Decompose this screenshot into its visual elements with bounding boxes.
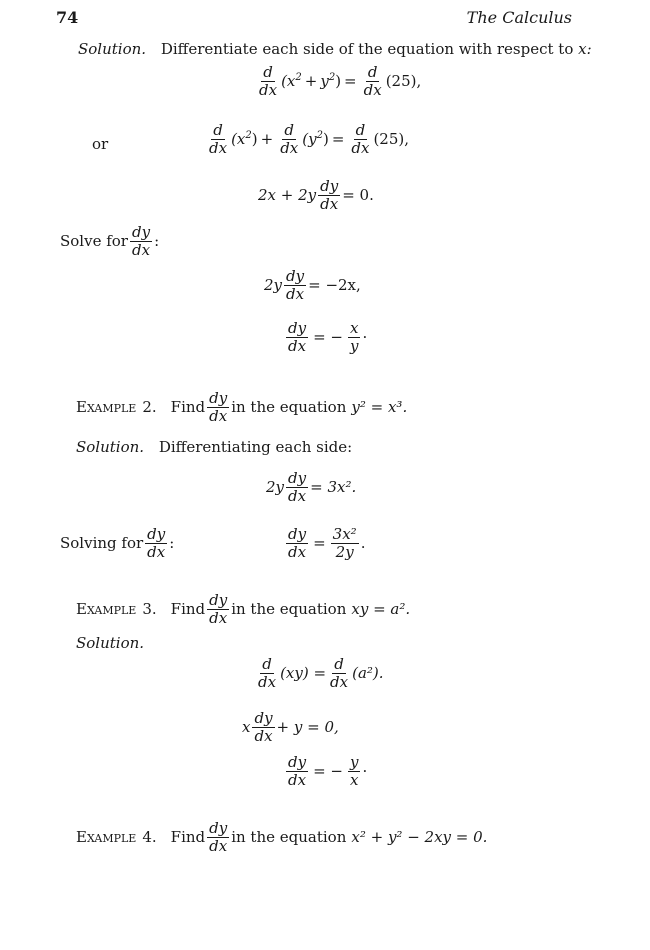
fraction-d-dx: $\frac{d}{dx}$: [280, 121, 299, 157]
fraction-dy-dx: $\frac{dy}{dx}$: [254, 709, 273, 745]
solution-label: Solution.: [78, 40, 147, 58]
solution-text: Differentiate each side of the equation with respect to: [160, 40, 574, 58]
fraction-dy-dx: $\frac{dy}{dx}$: [288, 319, 307, 355]
equation-ex3-3: $\frac{dy}{dx}$ = − $\frac{y}{x}$ ·: [288, 753, 368, 789]
equation-3: 2x + 2y $\frac{dy}{dx}$ = 0.: [258, 177, 374, 213]
fraction-dy-dx: $\frac{dy}{dx}$: [288, 469, 307, 505]
fraction-dy-dx: $\frac{dy}{dx}$: [209, 389, 228, 425]
solution-line: Solution. Differentiating each side:: [76, 438, 353, 456]
fraction-dy-dx: $\frac{dy}{dx}$: [286, 267, 305, 303]
equation-ex2-1: 2y $\frac{dy}{dx}$ = 3x².: [266, 469, 357, 505]
fraction-dy-dx: $\frac{dy}{dx}$: [288, 525, 307, 561]
running-title: The Calculus: [466, 8, 572, 27]
fraction-dy-dx: $\frac{dy}{dx}$: [209, 819, 228, 855]
solution-var: x:: [578, 40, 592, 58]
fraction-dy-dx: $\frac{dy}{dx}$: [131, 223, 151, 259]
example-3-heading: Example 3. Find $\frac{dy}{dx}$ in the equation xy = a².: [76, 591, 411, 627]
equation-1: $\frac{d}{dx}$ ($x^2$ + $y^2$ ) = $\frac{d}{dx}$ (25),: [259, 63, 422, 99]
fraction-d-dx: $\frac{d}{dx}$: [330, 655, 349, 691]
solving-for-line: Solving for $\frac{dy}{dx}$ :: [60, 525, 175, 561]
equation-2: $\frac{d}{dx}$ ($x^2$ ) + $\frac{d}{dx}$ ($y^2$ ) = $\frac{d}{dx}$ (25),: [209, 121, 410, 157]
fraction-d-dx: $\frac{d}{dx}$: [351, 121, 370, 157]
fraction-y-x: $\frac{y}{x}$: [349, 753, 359, 789]
solution-line: [78, 40, 592, 58]
equation-ex3-1: $\frac{d}{dx}$ (xy) = $\frac{d}{dx}$ (a²).: [258, 655, 384, 691]
fraction-dy-dx: $\frac{dy}{dx}$: [209, 591, 228, 627]
equation-4: 2y $\frac{dy}{dx}$ = −2x,: [264, 267, 361, 303]
solve-for-line: Solve for $\frac{dy}{dx}$ :: [60, 223, 160, 259]
fraction-d-dx: $\frac{d}{dx}$: [363, 63, 382, 99]
fraction-3x2-2y: $\frac{\text{3x²}}{2y}$: [332, 525, 357, 561]
fraction-d-dx: $\frac{d}{dx}$: [209, 121, 228, 157]
fraction-dy-dx: $\frac{dy}{dx}$: [288, 753, 307, 789]
solution-label: Solution.: [76, 634, 145, 652]
fraction-dy-dx: $\frac{dy}{dx}$: [147, 525, 166, 561]
equation-5: $\frac{dy}{dx}$ = − $\frac{x}{y}$ ·: [288, 319, 368, 355]
example-4-heading: Example 4. Find $\frac{dy}{dx}$ in the equation x² + y² − 2xy = 0.: [76, 819, 488, 855]
equation-ex3-2: x $\frac{dy}{dx}$ + y = 0,: [242, 709, 339, 745]
example-2-heading: Example 2. Find $\frac{dy}{dx}$ in the equation y² = x³.: [76, 389, 408, 425]
fraction-d-dx: $\frac{d}{dx}$: [259, 63, 278, 99]
fraction-d-dx: $\frac{d}{dx}$: [258, 655, 277, 691]
or-label: or: [92, 135, 109, 153]
page-number: 74: [56, 8, 79, 27]
equation-ex2-2: $\frac{dy}{dx}$ = $\frac{\text{3x²}}{2y}$ .: [288, 525, 366, 561]
fraction-x-y: $\frac{x}{y}$: [349, 319, 359, 355]
fraction-dy-dx: $\frac{dy}{dx}$: [320, 177, 339, 213]
